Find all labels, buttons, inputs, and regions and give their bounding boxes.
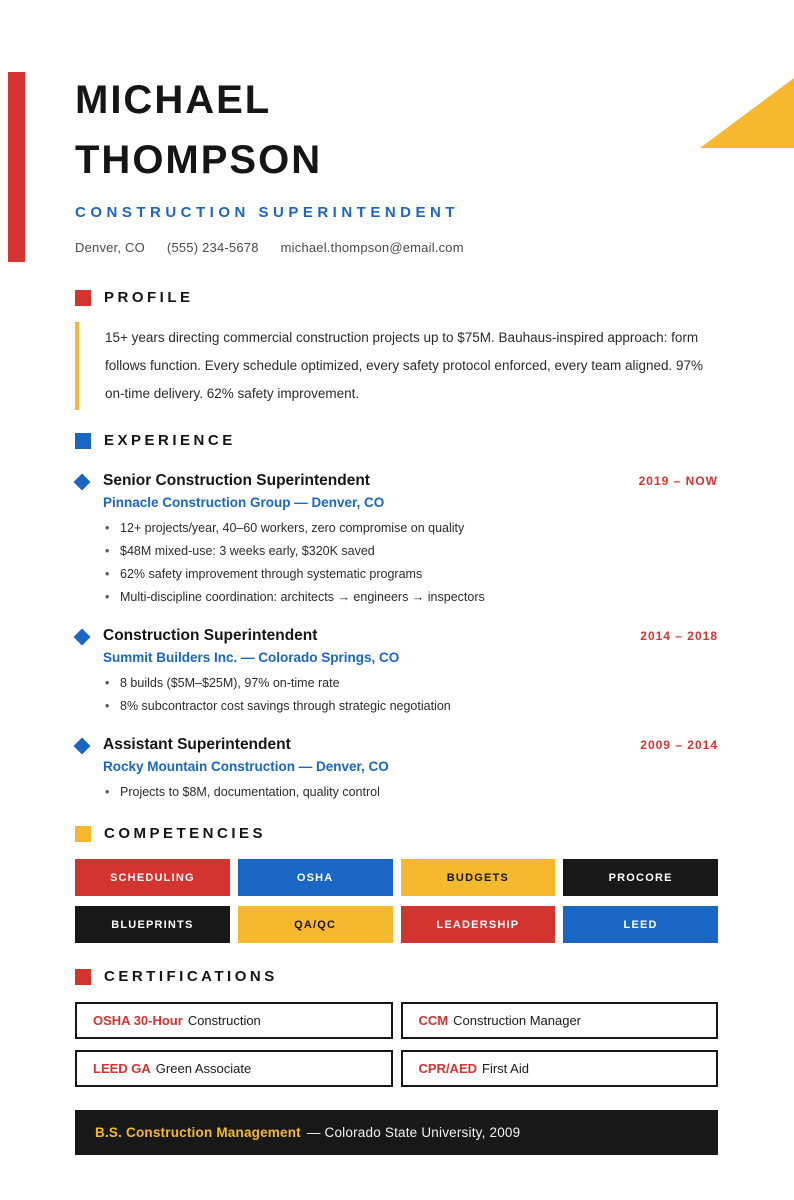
section-title: EXPERIENCE [104, 432, 236, 449]
experience-list [75, 472, 718, 799]
job-dates: 2019 – NOW [638, 474, 718, 488]
diamond-icon [74, 738, 91, 755]
job-bullet-list [103, 521, 718, 604]
experience-entry [75, 736, 718, 799]
person-name: MICHAEL THOMPSON [75, 78, 323, 182]
job-dates: 2014 – 2018 [640, 629, 718, 643]
certification-box [75, 1002, 393, 1039]
red-accent-bar [8, 72, 25, 262]
experience-section-heading [75, 432, 718, 449]
job-title: Senior Construction Superintendent [103, 472, 370, 489]
red-square-icon [75, 290, 91, 306]
job-header [103, 736, 718, 754]
job-bullet-list [103, 785, 718, 799]
certification-name: Green Associate [155, 1061, 252, 1076]
job-company: Summit Builders Inc. — Colorado Springs, CO [103, 650, 400, 665]
competency-tile: QA/QC [238, 906, 393, 943]
job-bullet: • 62% safety improvement through systematic programs [103, 567, 718, 581]
content-column [75, 0, 718, 1155]
job-title: Construction Superintendent [103, 627, 318, 644]
competency-tile: LEED [563, 906, 718, 943]
certification-grid [75, 1002, 718, 1087]
job-bullet: • 8% subcontractor cost savings through strategic negotiation [103, 699, 718, 713]
person-job-title: CONSTRUCTION SUPERINTENDENT [75, 204, 460, 221]
diamond-icon [74, 474, 91, 491]
education-bar [75, 1110, 718, 1155]
job-header [103, 627, 718, 645]
job-header [103, 472, 718, 490]
experience-entry [75, 627, 718, 713]
certification-abbr: CCM [418, 1013, 449, 1028]
blue-square-icon [75, 433, 91, 449]
job-bullet: • Multi-discipline coordination: architects → engineers → inspectors [103, 590, 718, 604]
certification-abbr: LEED GA [93, 1061, 151, 1076]
competency-tile: PROCORE [563, 859, 718, 896]
job-bullet: • 12+ projects/year, 40–60 workers, zero compromise on quality [103, 521, 718, 535]
certification-box [75, 1050, 393, 1087]
certifications-section-heading [75, 968, 718, 985]
job-company: Rocky Mountain Construction — Denver, CO [103, 759, 389, 774]
certification-abbr: OSHA 30-Hour [93, 1013, 183, 1028]
degree-school: — Colorado State University, 2009 [306, 1125, 521, 1140]
section-title: PROFILE [104, 289, 194, 306]
diamond-icon [74, 629, 91, 646]
competency-tile: BLUEPRINTS [75, 906, 230, 943]
contact-item: michael.thompson@email.com [280, 240, 464, 255]
competency-tile: BUDGETS [401, 859, 556, 896]
competency-grid [75, 859, 718, 943]
job-title: Assistant Superintendent [103, 736, 291, 753]
section-title: CERTIFICATIONS [104, 968, 278, 985]
competency-tile: OSHA [238, 859, 393, 896]
experience-entry [75, 472, 718, 604]
job-company: Pinnacle Construction Group — Denver, CO [103, 495, 385, 510]
certification-box [401, 1002, 719, 1039]
competency-tile: SCHEDULING [75, 859, 230, 896]
job-dates: 2009 – 2014 [640, 738, 718, 752]
competency-tile: LEADERSHIP [401, 906, 556, 943]
certification-name: First Aid [482, 1061, 529, 1076]
degree-name: B.S. Construction Management [95, 1125, 301, 1140]
header [75, 0, 718, 255]
certification-name: Construction Manager [453, 1013, 582, 1028]
contact-row [75, 240, 718, 255]
profile-summary: 15+ years directing commercial construction projects up to $75M. Bauhaus-inspired approach: form follows function. Every schedule optimized, every safety protocol enforced, every team aligned. 97% on-time delivery. 62% safety improvement. [75, 322, 705, 410]
job-bullet: • Projects to $8M, documentation, quality control [103, 785, 718, 799]
job-bullet-list [103, 676, 718, 713]
competencies-section-heading [75, 825, 718, 842]
certification-name: Construction [187, 1013, 261, 1028]
certification-box [401, 1050, 719, 1087]
job-bullet: • 8 builds ($5M–$25M), 97% on-time rate [103, 676, 718, 690]
contact-item: Denver, CO [75, 240, 145, 255]
job-bullet: • $48M mixed-use: 3 weeks early, $320K saved [103, 544, 718, 558]
certification-abbr: CPR/AED [418, 1061, 478, 1076]
profile-section-heading [75, 289, 718, 306]
red-square-icon [75, 969, 91, 985]
contact-item: (555) 234-5678 [166, 240, 259, 255]
section-title: COMPETENCIES [104, 825, 267, 842]
yellow-square-icon [75, 826, 91, 842]
